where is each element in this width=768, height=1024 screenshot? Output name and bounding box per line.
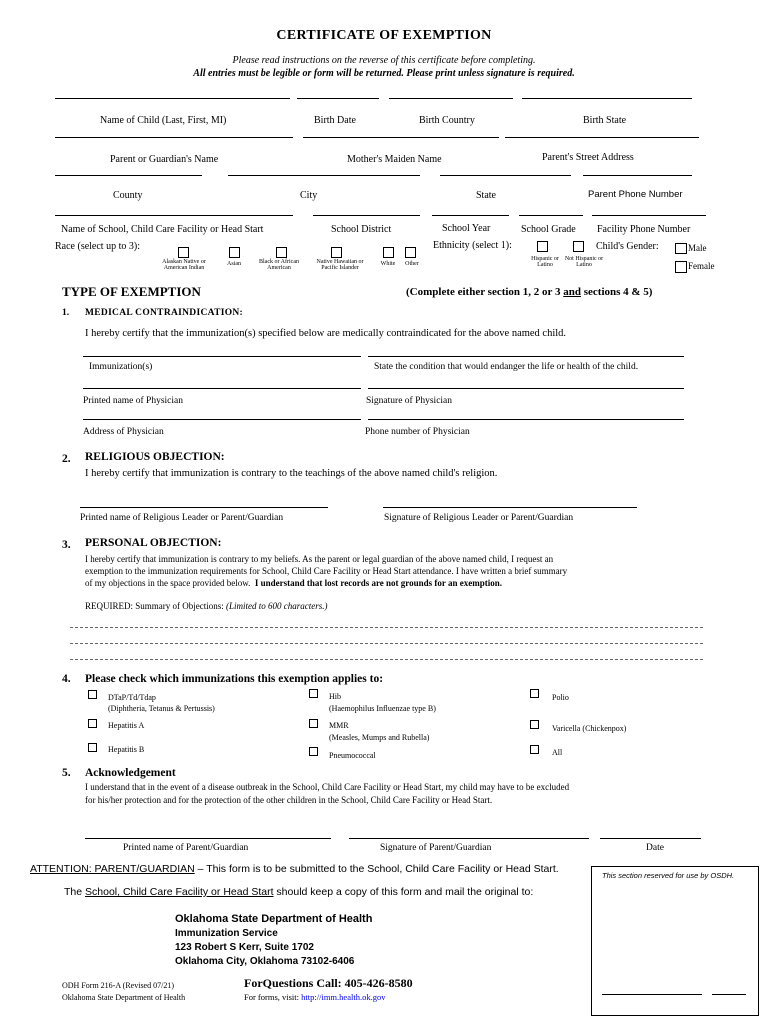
attention-text: – This form is to be submitted to the School, Child Care Facility or Head Start. xyxy=(194,863,559,875)
section3-text-3 xyxy=(85,578,502,590)
mail-instruction-pre: The xyxy=(64,886,86,898)
physician-name-label: Printed name of Physician xyxy=(83,396,183,406)
gender-option-female: Female xyxy=(688,261,715,271)
pneumococcal-label: Pneumococcal xyxy=(329,751,376,760)
osdh-note: This section reserved for use by OSDH. xyxy=(602,871,735,880)
section3-text-3-plain: of my objections in the space provided below. xyxy=(85,578,251,588)
parent-name-label: Parent or Guardian's Name xyxy=(110,154,219,165)
race-checkbox-white[interactable] xyxy=(383,247,394,258)
osdh-reserved-box xyxy=(591,866,759,1016)
physician-signature-label: Signature of Physician xyxy=(366,396,453,406)
physician-signature-field[interactable] xyxy=(368,388,684,389)
dtap-sub: (Diphtheria, Tetanus & Pertussis) xyxy=(108,704,215,713)
questions-phone: ForQuestions Call: 405-426-8580 xyxy=(244,976,413,990)
race-checkbox-alaskan[interactable] xyxy=(178,247,189,258)
all-label: All xyxy=(552,748,563,757)
ethnicity-checkbox-hispanic[interactable] xyxy=(537,241,548,252)
state-field[interactable] xyxy=(440,175,571,176)
immunizations-label: Immunization(s) xyxy=(89,362,153,372)
race-option-hawaiian: Native Hawaiian or Pacific Islander xyxy=(316,259,364,271)
school-district-label: School District xyxy=(331,224,392,235)
state-label: State xyxy=(476,190,496,201)
race-label: Race (select up to 3): xyxy=(55,241,140,252)
agency-name: Oklahoma State Department of Health xyxy=(62,993,186,1002)
section5-number: 5. xyxy=(62,767,71,779)
section1-text: I hereby certify that the immunization(s) specified below are medically contraindicated for the above named child. xyxy=(85,328,567,339)
religious-leader-name-field[interactable] xyxy=(80,507,328,508)
physician-phone-label: Phone number of Physician xyxy=(365,427,470,437)
date-field[interactable] xyxy=(600,838,701,839)
maiden-name-label: Mother's Maiden Name xyxy=(347,154,442,165)
section1-title: MEDICAL CONTRAINDICATION: xyxy=(85,308,244,318)
city-field[interactable] xyxy=(228,175,420,176)
mail-instruction-post: should keep a copy of this form and mail the original to: xyxy=(273,886,534,898)
parent-printed-name-label: Printed name of Parent/Guardian xyxy=(123,843,249,853)
immunizations-field[interactable] xyxy=(83,356,361,357)
dtap-label: DTaP/Td/Tdap xyxy=(108,693,156,702)
ethnicity-option-hispanic: Hispanic or Latino xyxy=(531,256,559,268)
objection-summary-line-1[interactable] xyxy=(70,627,703,628)
pneumococcal-checkbox[interactable] xyxy=(309,747,318,756)
address-street: 123 Robert S Kerr, Suite 1702 xyxy=(175,942,314,953)
polio-checkbox[interactable] xyxy=(530,689,539,698)
section5-title: Acknowledgement xyxy=(85,767,176,779)
race-option-black: Black or African American xyxy=(259,259,299,271)
ethnicity-checkbox-not-hispanic[interactable] xyxy=(573,241,584,252)
county-label: County xyxy=(113,190,143,201)
mmr-checkbox[interactable] xyxy=(309,719,318,728)
all-checkbox[interactable] xyxy=(530,745,539,754)
physician-name-field[interactable] xyxy=(83,388,361,389)
required-limit: (Limited to 600 characters.) xyxy=(226,601,328,611)
child-name-label: Name of Child (Last, First, MI) xyxy=(100,115,227,126)
school-year-field[interactable] xyxy=(432,215,509,216)
parent-signature-field[interactable] xyxy=(349,838,589,839)
street-address-label: Parent's Street Address xyxy=(542,152,634,163)
date-label: Date xyxy=(646,843,664,853)
race-checkbox-hawaiian[interactable] xyxy=(331,247,342,258)
condition-field[interactable] xyxy=(368,356,684,357)
school-district-field[interactable] xyxy=(313,215,420,216)
race-option-asian: Asian xyxy=(227,261,241,267)
forms-visit xyxy=(244,992,385,1002)
parent-phone-label: Parent Phone Number xyxy=(588,189,683,200)
section4-title: Please check which immunizations this exemption applies to: xyxy=(85,673,384,685)
hib-label: Hib xyxy=(329,692,341,701)
attention-label: ATTENTION: PARENT/GUARDIAN xyxy=(30,863,195,875)
city-label: City xyxy=(300,190,318,201)
section5-text-1: I understand that in the event of a disease outbreak in the School, Child Care Facility or Head Start, my child may have to be excluded xyxy=(85,782,570,792)
parent-printed-name-field[interactable] xyxy=(85,838,331,839)
section3-text-1: I hereby certify that immunization is contrary to my beliefs. As the parent or legal guardian of the above named child, I request an xyxy=(85,554,554,564)
physician-address-field[interactable] xyxy=(83,419,361,420)
section4-number: 4. xyxy=(62,673,71,685)
section5-text-2: for his/her protection and for the protection of the other children in the School, Child Care Facility or Head Start. xyxy=(85,795,493,805)
objection-summary-line-2[interactable] xyxy=(70,643,703,644)
hepatitis-a-label: Hepatitis A xyxy=(108,721,145,730)
attention-line xyxy=(30,863,559,875)
section3-title: PERSONAL OBJECTION: xyxy=(85,537,222,549)
address-org: Oklahoma State Department of Health xyxy=(175,913,373,925)
instruction-text: Please read instructions on the reverse of this certificate before completing. xyxy=(232,55,536,66)
race-checkbox-asian[interactable] xyxy=(229,247,240,258)
hib-sub: (Haemophilus Influenzae type B) xyxy=(329,704,436,713)
polio-label: Polio xyxy=(552,693,569,702)
race-option-other: Other xyxy=(405,261,419,267)
maiden-name-field[interactable] xyxy=(303,137,499,138)
county-field[interactable] xyxy=(55,175,202,176)
section2-text: I hereby certify that immunization is contrary to the teachings of the above named child's religion. xyxy=(85,468,498,479)
physician-phone-field[interactable] xyxy=(368,419,684,420)
physician-address-label: Address of Physician xyxy=(83,427,164,437)
hib-checkbox[interactable] xyxy=(309,689,318,698)
birth-date-label: Birth Date xyxy=(314,115,356,126)
section3-text-2: exemption to the immunization requirements for School, Child Care Facility or Head Start attendance. I have written a brief summary xyxy=(85,566,568,576)
gender-label: Child's Gender: xyxy=(596,241,659,252)
gender-option-male: Male xyxy=(688,243,707,253)
section1-number: 1. xyxy=(62,308,70,318)
parent-name-field[interactable] xyxy=(55,137,293,138)
birth-country-label: Birth Country xyxy=(419,115,475,126)
mmr-label: MMR xyxy=(329,721,349,730)
school-grade-label: School Grade xyxy=(521,224,576,235)
race-checkbox-other[interactable] xyxy=(405,247,416,258)
birth-country-field[interactable] xyxy=(389,98,513,99)
legibility-notice: All entries must be legible or form will be returned. Please print unless signature is required. xyxy=(193,68,575,79)
facility-phone-field[interactable] xyxy=(592,215,706,216)
hepatitis-b-checkbox[interactable] xyxy=(88,743,97,752)
school-year-label: School Year xyxy=(442,223,491,234)
required-label: REQUIRED xyxy=(85,601,131,611)
school-grade-field[interactable] xyxy=(519,215,583,216)
forms-visit-text: For forms, visit: xyxy=(244,992,302,1002)
birth-state-field[interactable] xyxy=(522,98,692,99)
address-city: Oklahoma City, Oklahoma 73102-6406 xyxy=(175,956,355,967)
section3-number: 3. xyxy=(62,539,71,551)
mmr-sub: (Measles, Mumps and Rubella) xyxy=(329,733,430,742)
exemption-heading: TYPE OF EXEMPTION xyxy=(62,284,201,299)
osdh-field-2[interactable] xyxy=(712,994,746,995)
race-option-white: White xyxy=(380,261,396,267)
school-name-label: Name of School, Child Care Facility or Head Start xyxy=(61,224,264,235)
school-name-field[interactable] xyxy=(55,215,293,216)
required-summary-label xyxy=(85,601,328,613)
osdh-field-1[interactable] xyxy=(602,994,702,995)
address-dept: Immunization Service xyxy=(175,928,278,939)
section2-title: RELIGIOUS OBJECTION: xyxy=(85,451,225,463)
form-id: ODH Form 216-A (Revised 07/21) xyxy=(62,981,174,990)
race-option-alaskan: Alaskan Native or American Indian xyxy=(162,259,206,271)
ethnicity-option-not-hispanic: Not Hispanic or Latino xyxy=(564,256,604,268)
hepatitis-b-label: Hepatitis B xyxy=(108,745,145,754)
hepatitis-a-checkbox[interactable] xyxy=(88,719,97,728)
mail-instruction-link: School, Child Care Facility or Head Start xyxy=(85,886,274,898)
gender-checkbox-female[interactable] xyxy=(675,261,687,273)
page-title: CERTIFICATE OF EXEMPTION xyxy=(276,28,492,43)
facility-phone-label: Facility Phone Number xyxy=(597,224,691,235)
ethnicity-label: Ethnicity (select 1): xyxy=(433,240,512,251)
religious-leader-name-label: Printed name of Religious Leader or Parent/Guardian xyxy=(80,513,284,523)
birth-date-field[interactable] xyxy=(297,98,379,99)
gender-checkbox-male[interactable] xyxy=(675,243,687,254)
birth-state-label: Birth State xyxy=(583,115,627,126)
varicella-label: Varicella (Chickenpox) xyxy=(552,724,627,733)
parent-phone-field[interactable] xyxy=(583,175,692,176)
street-address-field[interactable] xyxy=(505,137,699,138)
forms-link[interactable]: http://imm.health.ok.gov xyxy=(301,992,386,1002)
race-checkbox-black[interactable] xyxy=(276,247,287,258)
religious-leader-signature-label: Signature of Religious Leader or Parent/Guardian xyxy=(384,513,574,523)
mail-instruction xyxy=(64,886,533,898)
parent-signature-label: Signature of Parent/Guardian xyxy=(380,843,492,853)
required-text: : Summary of Objections: xyxy=(130,601,226,611)
objection-summary-line-3[interactable] xyxy=(70,659,703,660)
child-name-field[interactable] xyxy=(55,98,290,99)
exemption-instruction: (Complete either section 1, 2 or 3 and sections 4 & 5) xyxy=(406,286,653,298)
section2-number: 2. xyxy=(62,453,71,465)
religious-leader-signature-field[interactable] xyxy=(383,507,637,508)
lost-records-notice: I understand that lost records are not grounds for an exemption. xyxy=(254,578,502,588)
condition-label: State the condition that would endanger the life or health of the child. xyxy=(374,362,639,372)
dtap-checkbox[interactable] xyxy=(88,690,97,699)
varicella-checkbox[interactable] xyxy=(530,720,539,729)
